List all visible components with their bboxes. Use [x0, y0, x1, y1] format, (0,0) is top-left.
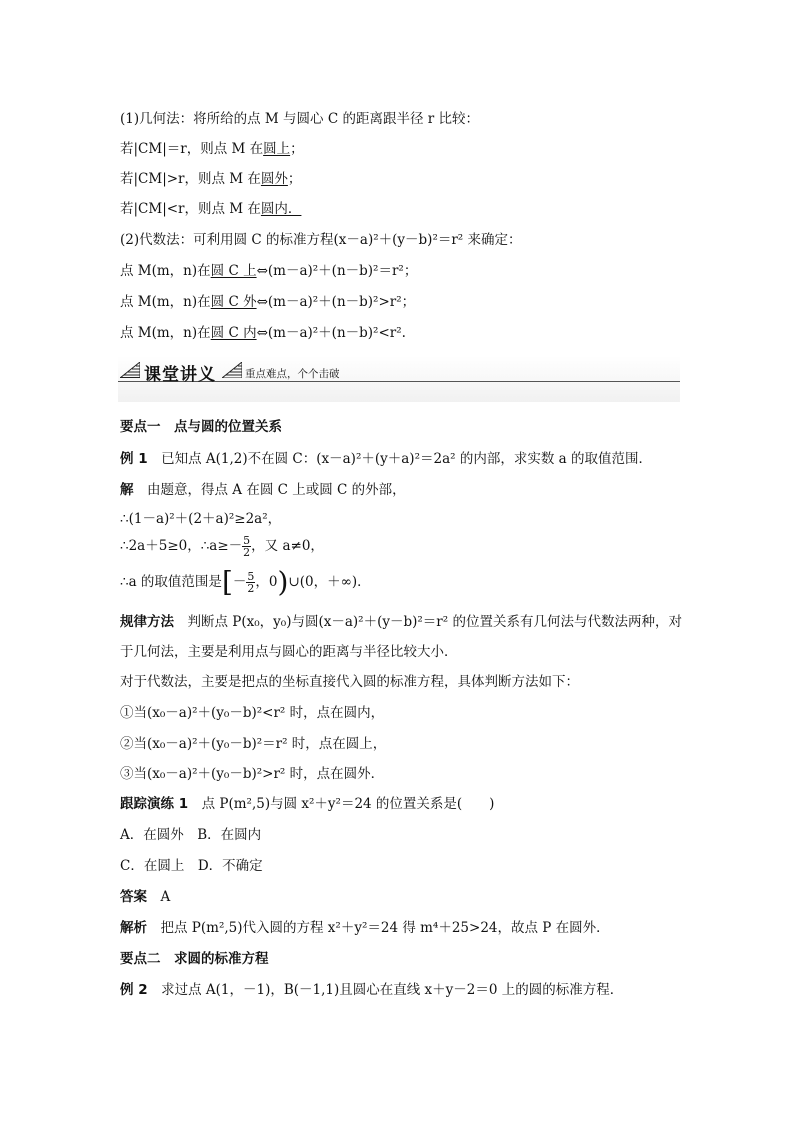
inside-circle-condition: [120, 200, 301, 218]
method-line-2: 于几何法，主要是利用点与圆心的距离与半径比较大小．: [120, 644, 458, 660]
analysis-line: [120, 919, 610, 937]
answer-value: A: [160, 889, 171, 905]
method-line-1: [120, 613, 682, 631]
algebraic-outside-circle: [120, 293, 415, 311]
blank-answer: 圆内．: [260, 201, 302, 217]
condition-text: 若|CM|<r，则点 M 在: [120, 201, 261, 217]
condition-text: 点 M(m，n)在: [120, 325, 211, 341]
practice-one: [120, 795, 494, 813]
method-label: 规律方法: [120, 614, 174, 630]
method-line-6: ③当(x₀－a)²＋(y₀－b)²>r² 时，点在圆外．: [120, 766, 385, 782]
example-text: 求过点 A(1，－1)，B(－1,1)且圆心在直线 x＋y－2＝0 上的圆的标准方程．: [161, 982, 624, 998]
blank-answer: 圆 C 内: [210, 325, 257, 341]
blank-answer: 圆 C 上: [210, 263, 257, 279]
interval-end: ，0: [255, 574, 278, 590]
example-label: 例 2: [120, 982, 148, 998]
blank-answer: 圆上: [263, 141, 291, 157]
point-one-heading: 要点一 点与圆的位置关系: [120, 419, 282, 435]
example-one: [120, 450, 652, 468]
punct: ；: [287, 171, 302, 187]
blank-answer: 圆外: [260, 171, 288, 187]
condition-text: 点 M(m，n)在: [120, 263, 211, 279]
answer-label: 答案: [120, 889, 147, 905]
method-line-5: ②当(x₀－a)²＋(y₀－b)²＝r² 时，点在圆上，: [120, 736, 387, 752]
minus-sign: －: [232, 574, 247, 590]
solution-text: ∴2a＋5≥0，∴a≥－: [120, 538, 243, 554]
outside-circle-condition: [120, 170, 301, 188]
solution-line-2: ∴(1－a)²＋(2＋a)²≥2a²，: [120, 511, 282, 527]
punct: ；: [290, 141, 304, 157]
solution-text: 由题意，得点 A 在圆 C 上或圆 C 的外部，: [147, 482, 406, 498]
example-text: 已知点 A(1,2)不在圆 C：(x－a)²＋(y＋a)²＝2a² 的内部，求实数 a 的取值范围．: [161, 451, 652, 467]
fraction-numerator: 5: [243, 534, 251, 547]
hatched-triangle-icon: [120, 362, 140, 378]
method-line-3: 对于代数法，主要是把点的坐标直接代入圆的标准方程，具体判断方法如下：: [120, 674, 579, 690]
condition-text: 点 M(m，n)在: [120, 294, 211, 310]
practice-label: 跟踪演练 1: [120, 796, 189, 812]
analysis-text: 把点 P(m²,5)代入圆的方程 x²＋y²＝24 得 m⁴＋25>24，故点 P 在圆外．: [160, 920, 610, 936]
equation: ⇔(m－a)²＋(n－b)²>r²；: [256, 294, 416, 310]
fraction-numerator: 5: [247, 570, 255, 583]
options-a-b: A．在圆外 B．在圆内: [120, 827, 262, 843]
algebraic-on-circle: [120, 262, 417, 280]
blank-answer: 圆 C 外: [210, 294, 257, 310]
on-circle-condition: [120, 140, 304, 158]
section-subtitle: 重点难点，个个击破: [245, 368, 340, 380]
solution-text: ，又 a≠0，: [251, 538, 324, 554]
right-bracket: ): [277, 565, 289, 599]
fraction-denominator: 2: [243, 546, 251, 559]
section-title: 课堂讲义: [144, 365, 216, 385]
fraction: [242, 535, 251, 558]
solution-label: 解: [120, 482, 134, 498]
analysis-label: 解析: [120, 920, 147, 936]
algebraic-inside-circle: [120, 324, 406, 342]
solution-line-3: [120, 535, 324, 558]
equation: ⇔(m－a)²＋(n－b)²＝r²；: [256, 263, 418, 279]
example-label: 例 1: [120, 451, 148, 467]
point-two-heading: 要点二 求圆的标准方程: [120, 951, 269, 967]
method-line-4: ①当(x₀－a)²＋(y₀－b)²<r² 时，点在圆内，: [120, 705, 385, 721]
hatched-triangle-icon: [222, 362, 242, 378]
example-two: [120, 981, 623, 999]
condition-text: 若|CM|>r，则点 M 在: [120, 171, 261, 187]
solution-text: ∪(0，＋∞)．: [288, 574, 371, 590]
solution-line-4: [120, 565, 371, 599]
equation: ⇔(m－a)²＋(n－b)²<r².: [256, 325, 406, 341]
options-c-d: C．在圆上 D．不确定: [120, 858, 263, 874]
answer-line: [120, 888, 170, 906]
geometric-method-line: (1)几何法：将所给的点 M 与圆心 C 的距离跟半径 r 比较：: [120, 111, 479, 127]
condition-text: 若|CM|＝r，则点 M 在: [120, 141, 264, 157]
solution-line-1: [120, 481, 406, 499]
fraction-denominator: 2: [247, 582, 255, 595]
method-text: 判断点 P(x₀，y₀)与圆(x－a)²＋(y－b)²＝r² 的位置关系有几何法与代数法两种，对: [187, 614, 682, 630]
practice-text: 点 P(m²,5)与圆 x²＋y²＝24 的位置关系是( ): [201, 796, 495, 812]
algebraic-method-line: (2)代数法：可利用圆 C 的标准方程(x－a)²＋(y－b)²＝r² 来确定：: [120, 232, 522, 248]
solution-text: ∴a 的取值范围是: [120, 574, 222, 590]
left-bracket: [: [221, 565, 233, 599]
